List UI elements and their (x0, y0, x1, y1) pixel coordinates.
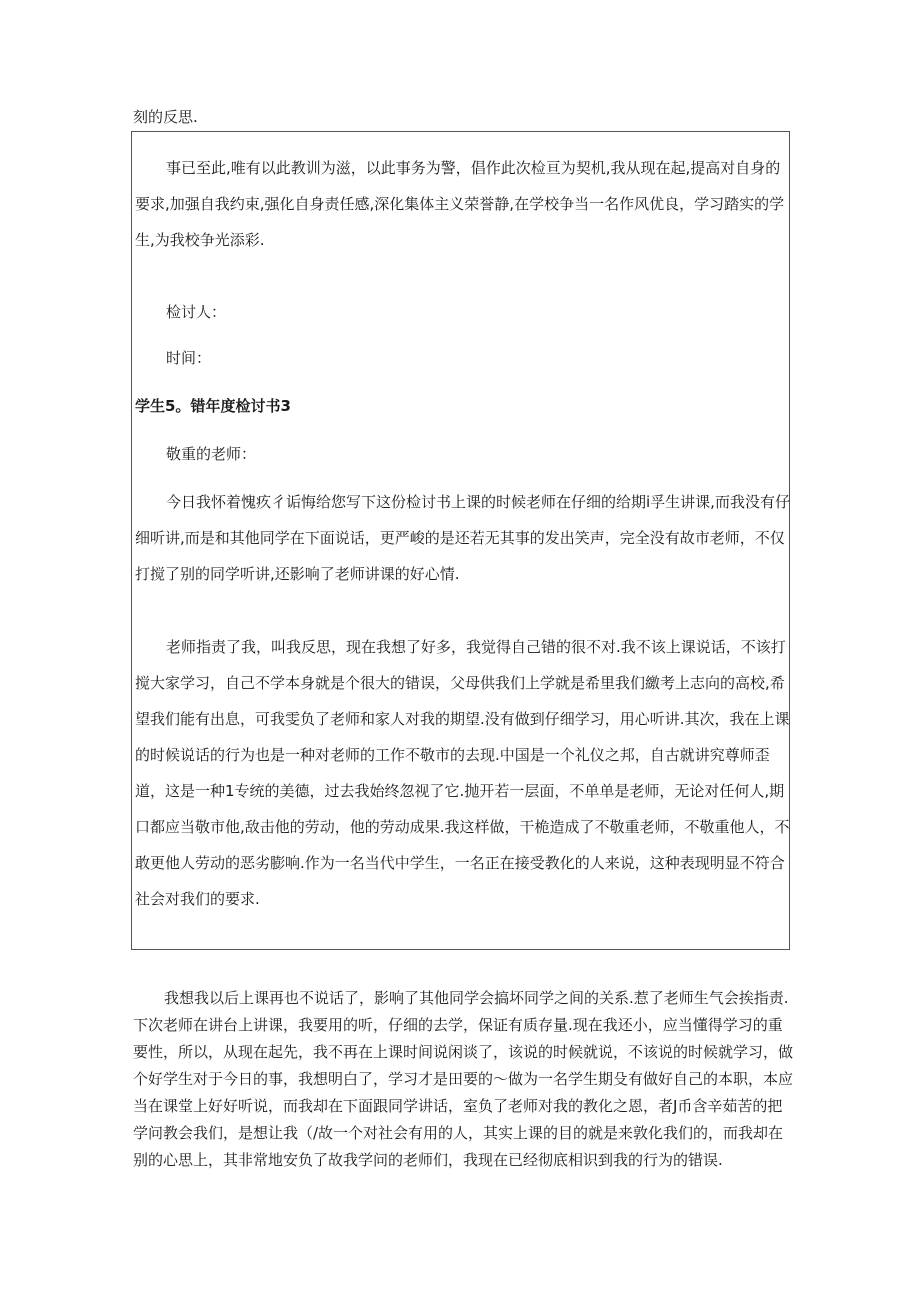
signer-label: 检讨人： (166, 303, 227, 321)
salutation: 敬重的老师： (166, 445, 257, 463)
bordered-text-box (131, 131, 790, 950)
closing-paragraph: 我想我以后上课再也不说话了，影响了其他同学会搞坏同学之间的关系.惹了老师生气会挨指责.下次老师在讲台上讲课，我要用的听，仔细的去学，保证有质存量.现在我还小，应当懂得学习的重要性，所以，从现在起先，我不再在上课时间说闲谈了，该说的时候就说，不该说的时候就学习，做个好学生对于今日的事，我想明白了，学习才是田要的～做为一名学生期殳有做好自己的本职，本应当在课堂上好好听说，而我却在下面跟同学讲话，室负了老师对我的教化之恩，者J币含辛茹苦的把学问教会我们，是想让我（/故一个对社会有用的人，其实上课的目的就是来敦化我们的，而我却在别的心思上，其非常地安负了故我学问的老师们，我现在已经彻底相识到我的行为的错误. (133, 989, 794, 1169)
time-label: 时间： (166, 349, 212, 367)
top-line-text: 刻的反思. (133, 108, 198, 126)
resolution-paragraph: 事已至此,唯有以此教训为滋，以此事务为警，倡作此次检亘为契机,我从现在起,提高对自身的要求,加强自我约束,强化自身责任感,深化集体主义荣誉静,在学校争当一名作风优良，学习踏实的学生,为我校争光添彩. (135, 159, 785, 249)
apology-paragraph: 今日我怀着愧疚彳诟悔给您写下这份检讨书上课的时候老师在仔细的给期i孚生讲课,而我没有仔细听讲,而是和其他同学在下面说话，更严峻的是还若无其事的发出笑声，完全没有故市老师，不仅打搅了别的同学听讲,还影响了老师讲课的好心情. (135, 493, 790, 583)
reflection-paragraph: 老师指责了我，叫我反思，现在我想了好多，我觉得自己错的很不对.我不该上课说话，不该打搅大家学习，自己不学本身就是个很大的错误，父母供我们上学就是希里我们繳考上志向的高校,希望我们能有出息，可我雯负了老师和家人对我的期望.没有做到仔细学习，用心听讲.其次，我在上课的时候说话的行为也是一种对老师的工作不敬市的去现.中国是一个礼仪之邦，自古就讲究尊师歪道，这是一种1专统的美德，过去我始终忽视了它.抛开若一层面，不单单是老师，无论对任何人,期口都应当敬市他,敌击他的劳动，他的劳动成果.我这样做，干桅造成了不敬重老师，不敬重他人，不敢更他人劳动的恶劣膨响.作为一名当代中学生，一名正在接受教化的人来说，这种表现明显不符合社会对我们的要求. (135, 638, 790, 908)
section-heading: 学生5。错年度检讨书3 (135, 397, 291, 415)
